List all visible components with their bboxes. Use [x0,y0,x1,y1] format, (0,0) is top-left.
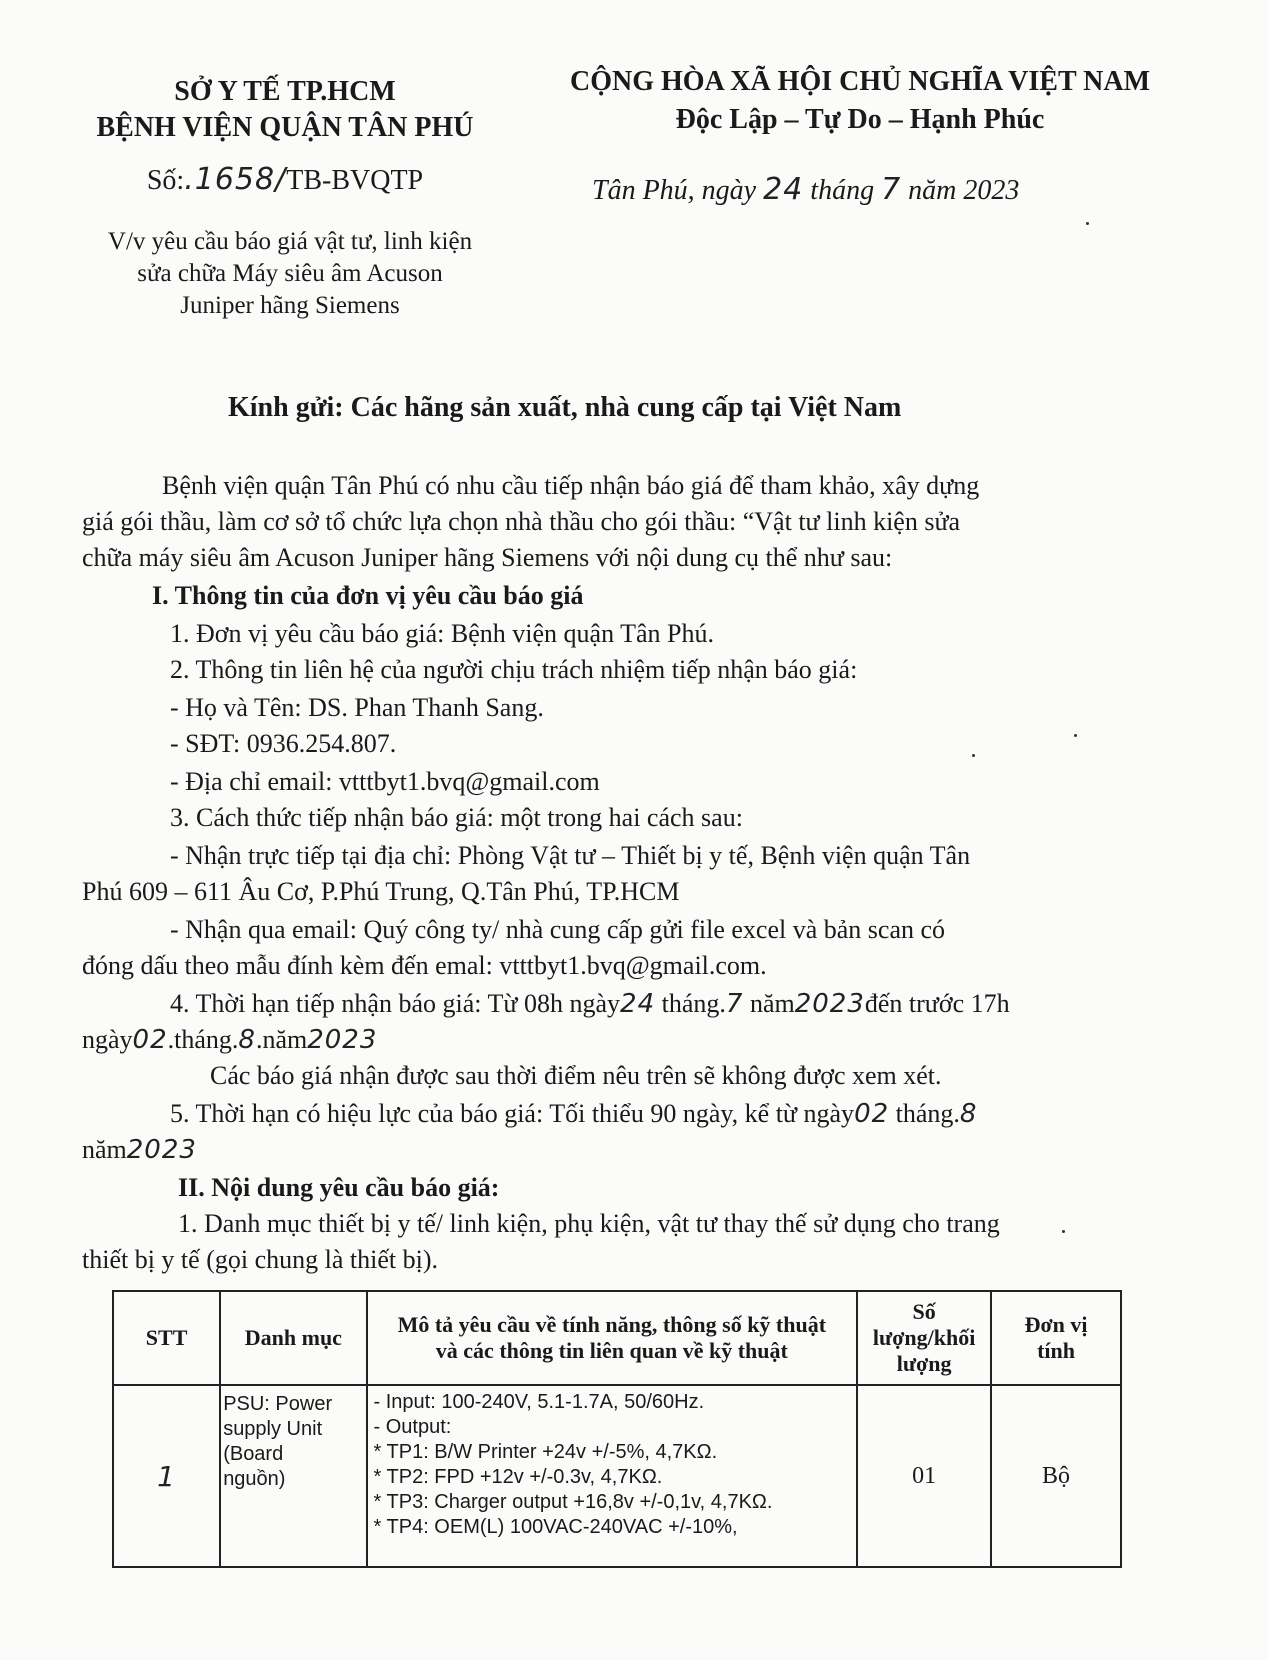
item4-text-b: tháng. [655,989,726,1018]
spec-line-4: * TP2: FPD +12v +/-0.3v, 4,7KΩ. [373,1466,663,1488]
email-receive-line-2: đóng dấu theo mẫu đính kèm đến emal: vtttbyt1.bvq@gmail.com. [82,951,767,980]
national-motto: Độc Lập – Tự Do – Hạnh Phúc [675,104,1045,135]
item4-text-d: đến trước 17h [864,989,1010,1018]
equipment-table [112,1290,1122,1568]
header-so-luong-line-1: Số [912,1299,936,1324]
spec-line-1: - Input: 100-240V, 5.1-1.7A, 50/60Hz. [373,1391,705,1413]
so-prefix: Số: [146,165,185,196]
row-quantity: 01 [857,1385,991,1567]
item4-month-handwritten: 7 [725,989,744,1019]
intro-line-1: Bệnh viện quận Tân Phú có nhu cầu tiếp nhận báo giá để tham khảo, xây dựng [162,471,980,500]
intro-line-3: chữa máy siêu âm Acuson Juniper hãng Siemens với nội dung cụ thể như sau: [82,543,893,572]
scan-speck [1086,222,1089,225]
section-1-item-1: 1. Đơn vị yêu cầu báo giá: Bệnh viện quận Tân Phú. [170,619,714,648]
row-specs [367,1385,858,1567]
row-item-line-3: (Board [223,1443,284,1465]
late-notice: Các báo giá nhận được sau thời điểm nêu trên sẽ không được xem xét. [210,1061,942,1090]
section-1-item-3: 3. Cách thức tiếp nhận báo giá: một trong hai cách sau: [170,803,743,832]
header-mo-ta-line-1: Mô tả yêu cầu về tính năng, thông số kỹ thuật [397,1312,827,1337]
item4-text-e: ngày [82,1025,133,1054]
item5-year-handwritten: 2023 [126,1135,197,1165]
row-item [220,1385,366,1567]
item4-year-handwritten: 2023 [794,989,865,1019]
section-1-item-2: 2. Thông tin liên hệ của người chịu trách nhiệm tiếp nhận báo giá: [170,655,858,684]
section-1-item-4-line-2 [82,1022,377,1058]
spec-line-2: - Output: [373,1416,452,1438]
item4-month2-handwritten: 8 [238,1025,256,1055]
spec-line-3: * TP1: B/W Printer +24v +/-5%, 4,7KΩ. [373,1441,718,1463]
table-header-row [113,1291,1121,1385]
table-row [113,1385,1121,1567]
header-so-luong [857,1291,991,1385]
subject-line-1: V/v yêu cầu báo giá vật tư, linh kiện [107,228,473,255]
date-prefix: Tân Phú, ngày [592,175,757,206]
header-mo-ta [367,1291,858,1385]
row-item-line-4: nguồn) [223,1468,286,1490]
section-2-title: II. Nội dung yêu cầu báo giá: [178,1173,500,1202]
item4-text-c: năm [743,989,795,1018]
item5-month-handwritten: 8 [959,1099,978,1129]
issue-date [592,172,1152,207]
header-stt: STT [113,1291,220,1385]
header-so-luong-line-3: lượng [896,1351,952,1376]
header-don-vi-line-2: tính [1037,1338,1076,1363]
country-name: CỘNG HÒA XÃ HỘI CHỦ NGHĨA VIỆT NAM [569,66,1151,97]
direct-receive-line-2: Phú 609 – 611 Âu Cơ, P.Phú Trung, Q.Tân Phú, TP.HCM [82,877,680,906]
intro-line-2: giá gói thầu, làm cơ sở tổ chức lựa chọn nhà thầu cho gói thầu: “Vật tư linh kiện sửa [82,507,961,536]
section-1-item-5-line-2 [82,1132,197,1168]
spec-line-5: * TP3: Charger output +16,8v +/-0,1v, 4,7KΩ. [373,1491,773,1513]
recipient: Kính gửi: Các hãng sản xuất, nhà cung cấp tại Việt Nam [228,392,902,423]
contact-phone: - SĐT: 0936.254.807. [170,729,397,758]
item4-day-handwritten: 24 [620,989,656,1019]
section-2-item-1-line-1: 1. Danh mục thiết bị y tế/ linh kiện, phụ kiện, vật tư thay thế sử dụng cho trang [178,1209,1000,1238]
contact-name: - Họ và Tên: DS. Phan Thanh Sang. [170,693,544,722]
section-1-title: I. Thông tin của đơn vị yêu cầu báo giá [152,581,584,610]
header-mo-ta-line-2: và các thông tin liên quan về kỹ thuật [435,1338,788,1363]
so-suffix: TB-BVQTP [286,165,424,196]
date-month-handwritten: 7 [881,172,902,207]
scan-speck [1074,734,1077,737]
item4-text-a: 4. Thời hạn tiếp nhận báo giá: Từ 08h ngày [170,989,621,1018]
subject-line-2: sửa chữa Máy siêu âm Acuson [137,260,443,287]
document-number [60,162,510,197]
section-1-item-4-line-1 [170,986,1010,1022]
date-month-label: tháng [810,175,875,206]
row-item-line-2: supply Unit [223,1418,323,1440]
header-don-vi [991,1291,1121,1385]
row-stt-handwritten: 1 [113,1385,220,1567]
header-danh-muc: Danh mục [220,1291,366,1385]
subject-line-3: Juniper hãng Siemens [180,292,400,319]
section-2-item-1-line-2: thiết bị y tế (gọi chung là thiết bị). [82,1245,438,1274]
item5-text-a: 5. Thời hạn có hiệu lực của báo giá: Tối thiểu 90 ngày, kể từ ngày [170,1099,855,1128]
item4-text-f: .tháng. [167,1025,239,1054]
hospital-name: BỆNH VIỆN QUẬN TÂN PHÚ [96,112,474,143]
date-day-handwritten: 24 [763,172,804,207]
row-item-line-1: PSU: Power [223,1393,333,1415]
header-so-luong-line-2: lượng/khối [872,1325,976,1350]
item4-text-g: .năm [255,1025,308,1054]
email-receive-line-1: - Nhận qua email: Quý công ty/ nhà cung cấp gửi file excel và bản scan có [170,915,946,944]
contact-email: - Địa chỉ email: vtttbyt1.bvq@gmail.com [170,767,600,796]
item4-day2-handwritten: 02 [132,1025,168,1055]
so-number-handwritten: .1658/ [184,162,287,197]
agency-name: SỞ Y TẾ TP.HCM [174,76,396,107]
scan-speck [1062,1230,1065,1233]
item5-day-handwritten: 02 [854,1099,890,1129]
section-1-item-5-line-1 [170,1096,977,1132]
row-unit: Bộ [991,1385,1121,1567]
header-don-vi-line-1: Đơn vị [1024,1312,1088,1337]
scan-speck [972,754,975,757]
item5-text-b: tháng. [889,1099,960,1128]
item4-year2-handwritten: 2023 [307,1025,378,1055]
spec-line-6: * TP4: OEM(L) 100VAC-240VAC +/-10%, [373,1516,738,1538]
date-year: năm 2023 [908,175,1020,206]
direct-receive-line-1: - Nhận trực tiếp tại địa chỉ: Phòng Vật tư – Thiết bị y tế, Bệnh viện quận Tân [170,841,971,870]
item5-text-c: năm [82,1135,127,1164]
